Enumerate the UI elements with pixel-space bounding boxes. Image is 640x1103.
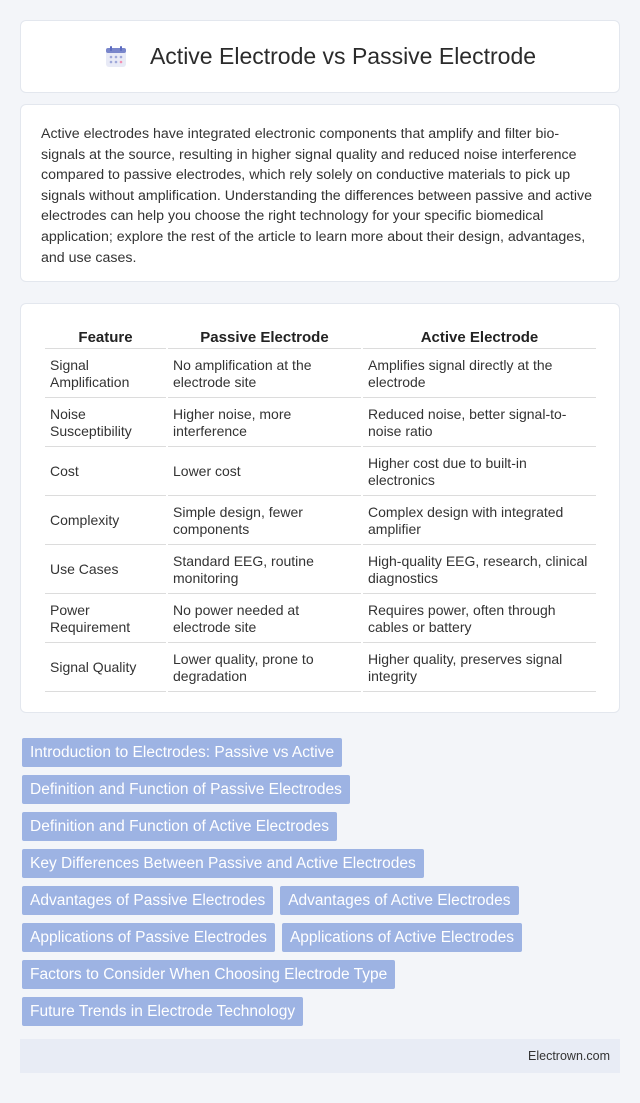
table-cell-feature: Signal Amplification bbox=[45, 351, 166, 398]
footer bbox=[20, 1039, 620, 1073]
table-cell-feature: Complexity bbox=[45, 498, 166, 545]
table-cell-active: High-quality EEG, research, clinical diagnostics bbox=[363, 547, 596, 594]
tag-row bbox=[22, 997, 622, 1026]
table-row bbox=[45, 596, 596, 643]
column-header-feature: Feature bbox=[45, 327, 166, 349]
topic-link-passive-applications[interactable]: Applications of Passive Electrodes bbox=[22, 923, 275, 952]
table-row bbox=[45, 351, 596, 398]
topic-link-introduction[interactable]: Introduction to Electrodes: Passive vs Active bbox=[22, 738, 342, 767]
table-cell-feature: Use Cases bbox=[45, 547, 166, 594]
header-card bbox=[20, 20, 620, 93]
table-cell-passive: No amplification at the electrode site bbox=[168, 351, 361, 398]
table-row bbox=[45, 547, 596, 594]
table-cell-passive: Higher noise, more interference bbox=[168, 400, 361, 447]
topic-link-choosing-factors[interactable]: Factors to Consider When Choosing Electrode Type bbox=[22, 960, 395, 989]
tag-row bbox=[22, 960, 622, 989]
table-cell-active: Complex design with integrated amplifier bbox=[363, 498, 596, 545]
intro-text: Active electrodes have integrated electronic components that amplify and filter bio-signals at the source, resulting in higher signal quality and reduced noise interference compared to passive electrodes, which rely solely on conductive materials to pick up signals without amplification. Understanding the differences between passive and active electrodes can help you choose the right technology for your specific biomedical application; explore the rest of the article to learn more about their design, advantages, and use cases. bbox=[41, 126, 593, 266]
column-header-passive: Passive Electrode bbox=[168, 327, 361, 349]
table-cell-active: Higher cost due to built-in electronics bbox=[363, 449, 596, 496]
comparison-table bbox=[43, 325, 598, 694]
table-cell-passive: Standard EEG, routine monitoring bbox=[168, 547, 361, 594]
table-cell-passive: Lower quality, prone to degradation bbox=[168, 645, 361, 692]
table-cell-active: Reduced noise, better signal-to-noise ratio bbox=[363, 400, 596, 447]
comparison-table-card bbox=[20, 303, 620, 713]
topic-link-active-definition[interactable]: Definition and Function of Active Electrodes bbox=[22, 812, 337, 841]
topic-link-key-differences[interactable]: Key Differences Between Passive and Active Electrodes bbox=[22, 849, 424, 878]
tag-row bbox=[22, 775, 622, 804]
footer-site-name: Electrown.com bbox=[528, 1049, 610, 1063]
tag-row bbox=[22, 738, 622, 767]
intro-card bbox=[20, 104, 620, 282]
table-row bbox=[45, 449, 596, 496]
table-cell-feature: Signal Quality bbox=[45, 645, 166, 692]
topic-link-future-trends[interactable]: Future Trends in Electrode Technology bbox=[22, 997, 303, 1026]
topic-links bbox=[22, 738, 622, 1034]
tag-row bbox=[22, 923, 622, 952]
table-row bbox=[45, 400, 596, 447]
page-title: Active Electrode vs Passive Electrode bbox=[149, 43, 537, 69]
table-cell-feature: Power Requirement bbox=[45, 596, 166, 643]
table-cell-active: Requires power, often through cables or battery bbox=[363, 596, 596, 643]
topic-link-active-applications[interactable]: Applications of Active Electrodes bbox=[282, 923, 522, 952]
topic-link-passive-advantages[interactable]: Advantages of Passive Electrodes bbox=[22, 886, 273, 915]
table-row bbox=[45, 498, 596, 545]
topic-link-active-advantages[interactable]: Advantages of Active Electrodes bbox=[280, 886, 518, 915]
table-cell-feature: Cost bbox=[45, 449, 166, 496]
tag-row bbox=[22, 849, 622, 878]
table-cell-active: Higher quality, preserves signal integrity bbox=[363, 645, 596, 692]
table-row bbox=[45, 645, 596, 692]
table-cell-passive: No power needed at electrode site bbox=[168, 596, 361, 643]
table-cell-passive: Simple design, fewer components bbox=[168, 498, 361, 545]
table-cell-active: Amplifies signal directly at the electrode bbox=[363, 351, 596, 398]
tag-row bbox=[22, 886, 622, 915]
topic-link-passive-definition[interactable]: Definition and Function of Passive Electrodes bbox=[22, 775, 350, 804]
table-header-row bbox=[45, 327, 596, 349]
table-cell-passive: Lower cost bbox=[168, 449, 361, 496]
table-cell-feature: Noise Susceptibility bbox=[45, 400, 166, 447]
calendar-grid-icon bbox=[104, 45, 128, 69]
column-header-active: Active Electrode bbox=[363, 327, 596, 349]
tag-row bbox=[22, 812, 622, 841]
